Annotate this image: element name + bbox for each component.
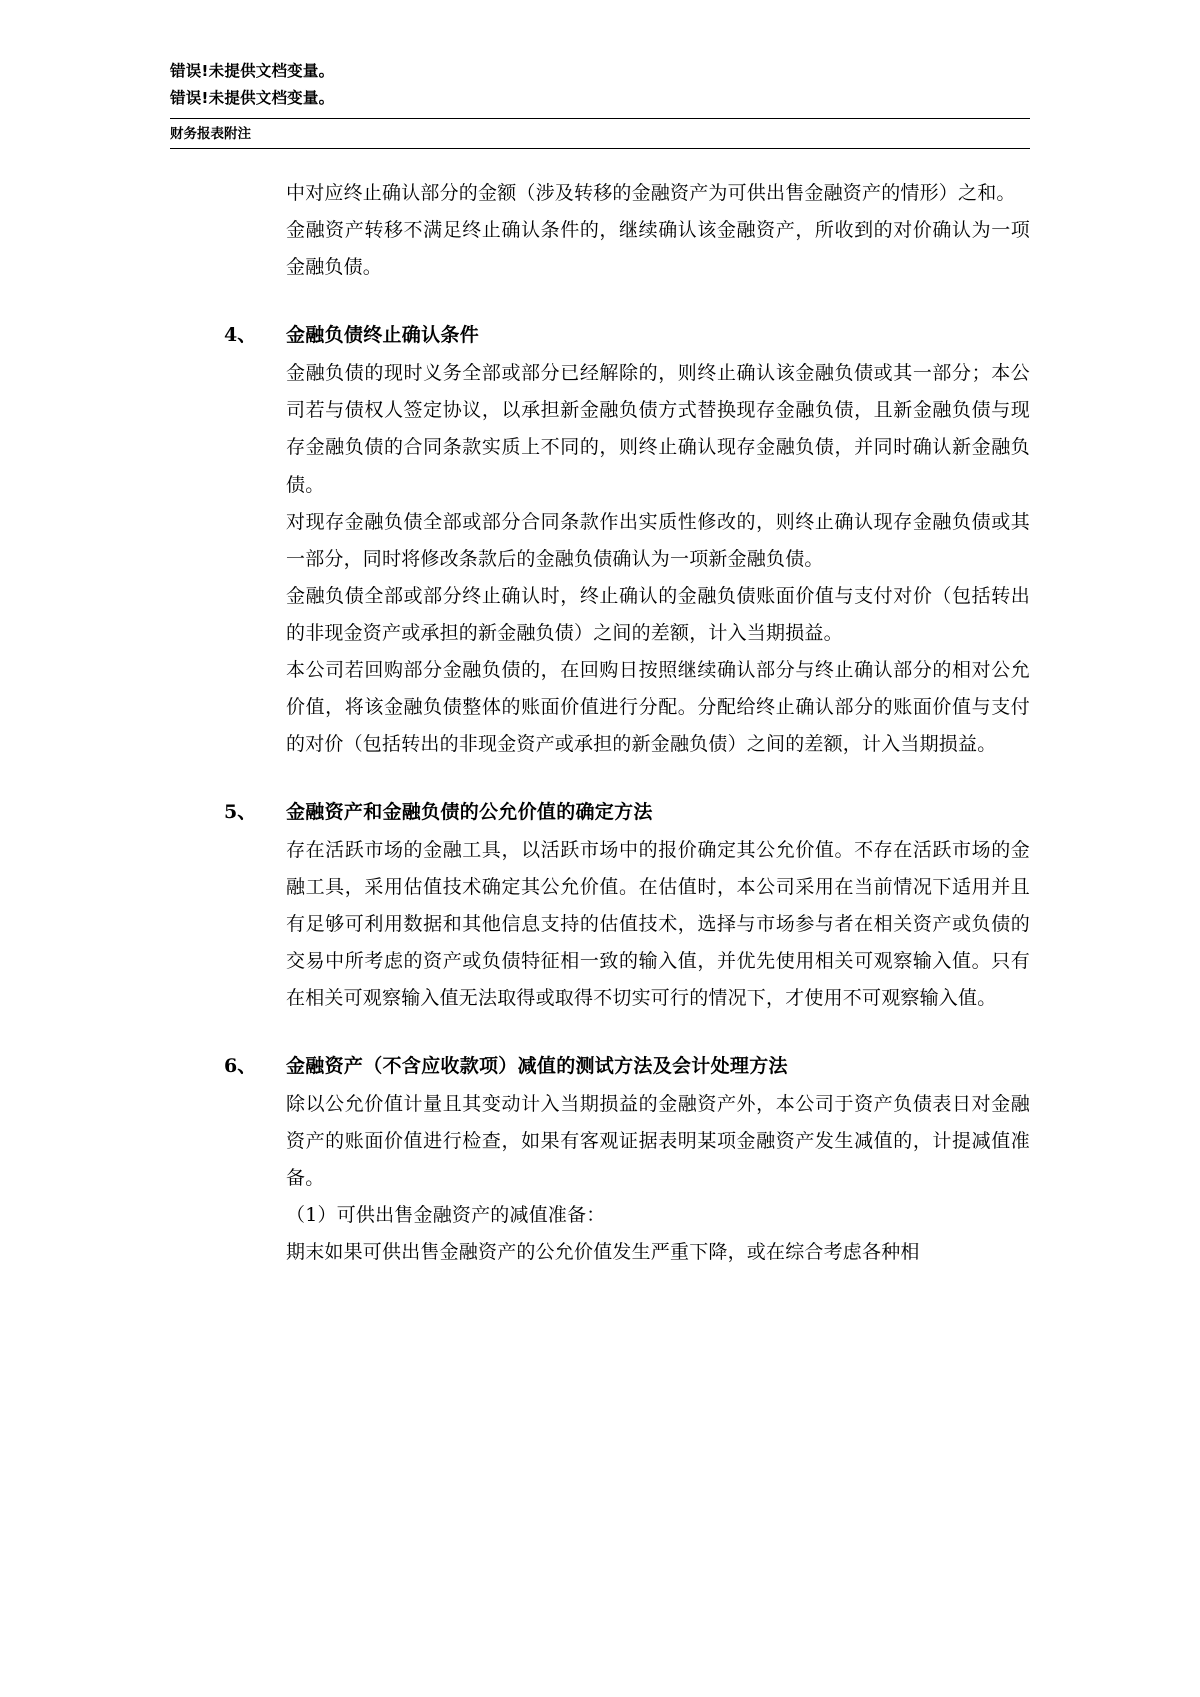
- paragraph: （1）可供出售金融资产的减值准备：: [286, 1204, 606, 1227]
- section-4-number: 4、: [224, 324, 257, 347]
- section-6-heading: [170, 1051, 1030, 1078]
- section-5-number: 5、: [224, 800, 257, 823]
- header-subtitle: 财务报表附注: [170, 126, 251, 143]
- header-line-2: 错误!未提供文档变量。: [170, 89, 335, 108]
- paragraph: 本公司若回购部分金融负债的，在回购日按照继续确认部分与终止确认部分的相对公允价值，将该金融负债整体的账面价值进行分配。分配给终止确认部分的账面价值与支付的对价（包括转出的非现金资产或承担的新金融负债）之间的差额，计入当期损益。: [286, 658, 1030, 755]
- document-body: [224, 175, 1030, 1271]
- intro-paragraph: 金融资产转移不满足终止确认条件的，继续确认该金融资产，所收到的对价确认为一项金融负债。: [286, 219, 1030, 279]
- section-5-title: 金融资产和金融负债的公允价值的确定方法: [286, 800, 653, 823]
- section-5-heading: [170, 797, 1030, 824]
- paragraph: 金融负债的现时义务全部或部分已经解除的，则终止确认该金融负债或其一部分；本公司若与债权人签定协议，以承担新金融负债方式替换现存金融负债，且新金融负债与现存金融负债的合同条款实质上不同的，则终止确认现存金融负债，并同时确认新金融负债。: [286, 362, 1030, 496]
- header-divider-top: [170, 118, 1030, 119]
- intro-paragraph: 中对应终止确认部分的金额（涉及转移的金融资产为可供出售金融资产的情形）之和。: [286, 182, 1016, 205]
- paragraph: 对现存金融负债全部或部分合同条款作出实质性修改的，则终止确认现存金融负债或其一部分，同时将修改条款后的金融负债确认为一项新金融负债。: [286, 510, 1030, 570]
- section-6-number: 6、: [224, 1055, 257, 1078]
- section-5: [224, 797, 1030, 1017]
- section-6: [224, 1051, 1030, 1271]
- paragraph: 存在活跃市场的金融工具，以活跃市场中的报价确定其公允价值。不存在活跃市场的金融工具，采用估值技术确定其公允价值。在估值时，本公司采用在当前情况下适用并且有足够可利用数据和其他信息支持的估值技术，选择与市场参与者在相关资产或负债的交易中所考虑的资产或负债特征相一致的输入值，并优先使用相关可观察输入值。只有在相关可观察输入值无法取得或取得不切实可行的情况下，才使用不可观察输入值。: [286, 838, 1030, 1010]
- section-4-title: 金融负债终止确认条件: [286, 324, 480, 347]
- page-header: [170, 58, 1030, 112]
- section-5-body: [286, 832, 1030, 1017]
- page-content: [170, 58, 1030, 1271]
- section-4-heading: [170, 320, 1030, 347]
- section-6-title: 金融资产（不含应收款项）减值的测试方法及会计处理方法: [286, 1055, 788, 1078]
- section-4-body: [286, 355, 1030, 763]
- paragraph: 除以公允价值计量且其变动计入当期损益的金融资产外，本公司于资产负债表日对金融资产的账面价值进行检查，如果有客观证据表明某项金融资产发生减值的，计提减值准备。: [286, 1093, 1030, 1190]
- header-line-1: 错误!未提供文档变量。: [170, 62, 335, 80]
- paragraph: 期末如果可供出售金融资产的公允价值发生严重下降，或在综合考虑各种相: [286, 1241, 920, 1264]
- section-6-body: [286, 1086, 1030, 1271]
- paragraph: 金融负债全部或部分终止确认时，终止确认的金融负债账面价值与支付对价（包括转出的非现金资产或承担的新金融负债）之间的差额，计入当期损益。: [286, 584, 1030, 644]
- header-divider-bottom: [170, 148, 1030, 149]
- section-4: [224, 320, 1030, 763]
